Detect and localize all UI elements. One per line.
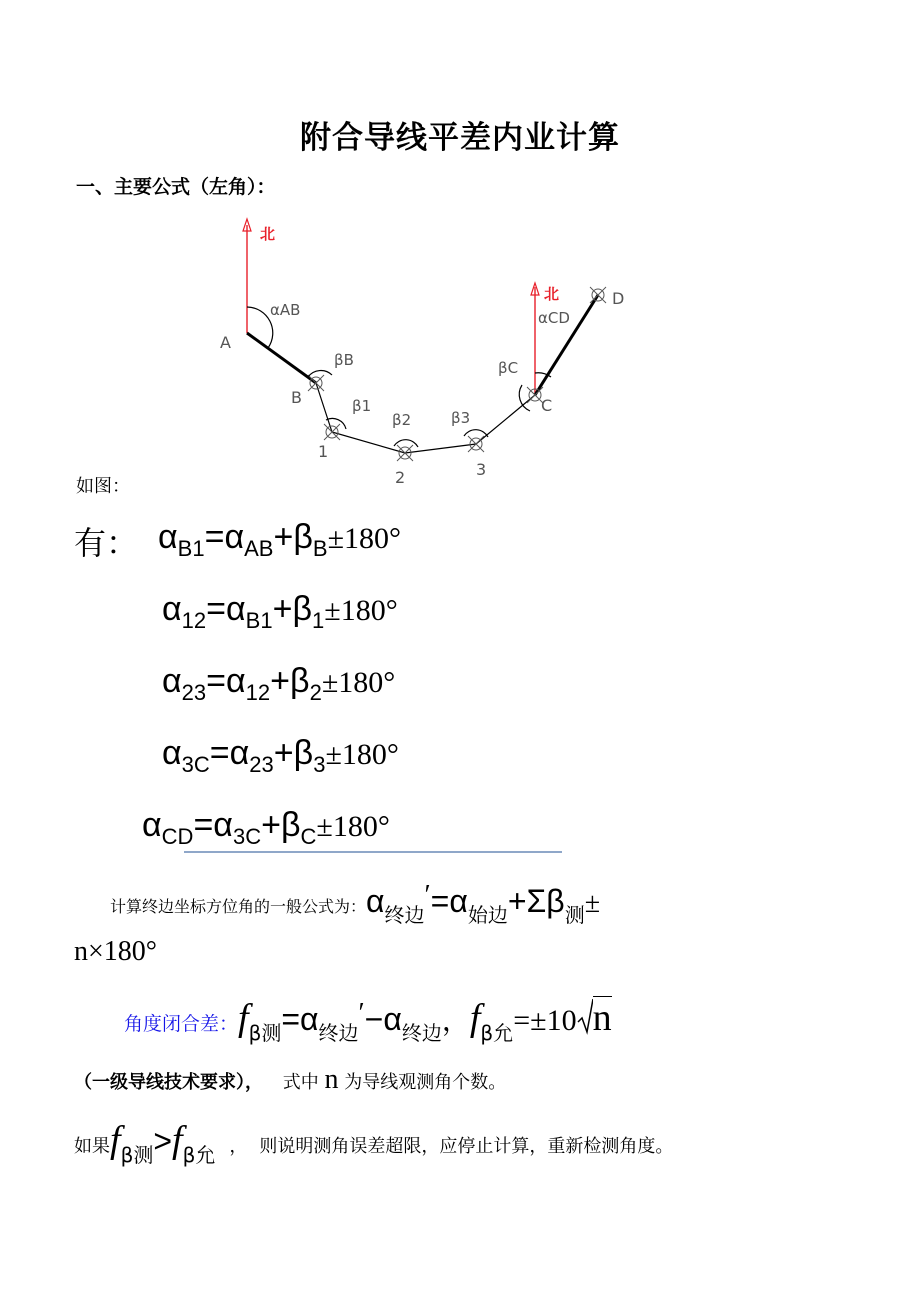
eq-symbol: α bbox=[226, 662, 246, 700]
north-label-a: 北 bbox=[260, 225, 276, 243]
comma: ， bbox=[229, 1136, 248, 1157]
sqrt-n bbox=[577, 996, 612, 1040]
eq-sign: = bbox=[206, 590, 226, 628]
equals-alpha: =α bbox=[430, 883, 468, 919]
eq-subscript: B1 bbox=[245, 608, 273, 633]
eq-symbol: β bbox=[293, 518, 313, 556]
equation-line bbox=[162, 662, 395, 706]
condition-prefix: 如果 bbox=[74, 1136, 110, 1157]
eq-symbol: β bbox=[280, 806, 301, 844]
section-heading: 一、主要公式（左角）： bbox=[76, 176, 276, 198]
closure-formula bbox=[124, 996, 612, 1046]
condition-line bbox=[74, 1118, 673, 1168]
angle-label-bb: βB bbox=[334, 351, 354, 369]
eq-tail: ±180° bbox=[324, 594, 398, 627]
end-side-label: 终边 bbox=[401, 1021, 442, 1045]
eq-symbol: β bbox=[290, 662, 310, 700]
beta-symbol: β bbox=[546, 883, 565, 919]
end-side-label: 终边 bbox=[318, 1021, 359, 1045]
eq-tail: ±180° bbox=[325, 738, 399, 771]
point-label-b: B bbox=[291, 388, 302, 407]
beta-allowed-label: β允 bbox=[480, 1021, 514, 1045]
eq-symbol: α bbox=[142, 806, 162, 844]
traverse-lines bbox=[316, 383, 535, 453]
f-symbol: f bbox=[172, 1119, 183, 1161]
minus-alpha: −α bbox=[364, 1001, 402, 1037]
eq-sign: = bbox=[193, 806, 214, 844]
angle-label-bc: βC bbox=[498, 359, 519, 377]
beta-measured-label: β测 bbox=[248, 1021, 282, 1045]
f-symbol: f bbox=[238, 997, 249, 1039]
north-label-c: 北 bbox=[544, 285, 560, 303]
f-symbol: f bbox=[110, 1119, 121, 1161]
eq-subscript: 3C bbox=[232, 824, 262, 849]
eq-sign: + bbox=[272, 590, 293, 628]
eq-sign: = bbox=[206, 662, 226, 700]
requirement-suffix: 为导线观测角个数。 bbox=[344, 1072, 507, 1093]
eq-sign: + bbox=[261, 806, 281, 844]
eq-sign: + bbox=[273, 518, 294, 556]
angle-label-aab: αAB bbox=[270, 301, 301, 319]
traverse-diagram bbox=[200, 215, 640, 490]
eq-sign: = bbox=[209, 734, 230, 772]
eq-subscript: 1 bbox=[312, 608, 325, 633]
eq-sign: = bbox=[204, 518, 225, 556]
eq-symbol: α bbox=[162, 662, 182, 700]
eq-symbol: α bbox=[158, 518, 178, 556]
equals-pm-ten: =±10 bbox=[513, 1004, 577, 1037]
eq-tail: ±180° bbox=[316, 810, 390, 843]
eq-tail: ±180° bbox=[321, 666, 396, 699]
equation-line bbox=[162, 734, 399, 778]
eq-symbol: α bbox=[229, 734, 250, 772]
eq-symbol: β bbox=[293, 734, 314, 772]
eq-sign: + bbox=[273, 734, 294, 772]
plus-sigma: +Σ bbox=[507, 883, 547, 919]
figure-caption: 如图： bbox=[76, 476, 130, 497]
eq-symbol: α bbox=[162, 734, 182, 772]
condition-text: 则说明测角误差超限，应停止计算，重新检测角度。 bbox=[259, 1136, 674, 1157]
eq-subscript: CD bbox=[161, 824, 194, 849]
requirement-text: （一级导线技术要求）， bbox=[74, 1072, 263, 1093]
general-formula-prefix: 计算终边坐标方位角的一般公式为： bbox=[110, 897, 367, 916]
measured-label: 测 bbox=[564, 903, 585, 927]
eq-subscript: C bbox=[300, 824, 317, 849]
plus-minus: ± bbox=[584, 888, 601, 919]
beta-measured-label: β测 bbox=[120, 1143, 154, 1167]
point-label-c: C bbox=[541, 396, 553, 415]
eq-subscript: AB bbox=[244, 536, 274, 561]
eq-sign: + bbox=[270, 662, 290, 700]
eq-symbol: α bbox=[226, 590, 246, 628]
eq-subscript: 3C bbox=[181, 752, 210, 777]
closure-label: 角度闭合差： bbox=[124, 1013, 239, 1035]
requirement-prefix: 式中 bbox=[282, 1072, 319, 1093]
eq-subscript: 23 bbox=[181, 680, 207, 705]
equations-intro: 有： bbox=[74, 524, 139, 562]
beta-allowed-label: β允 bbox=[182, 1143, 216, 1167]
point-label-2: 2 bbox=[395, 468, 406, 487]
prime-symbol: ′ bbox=[358, 998, 365, 1029]
start-side-label: 始边 bbox=[467, 903, 508, 927]
side-ab bbox=[247, 333, 316, 383]
eq-symbol: α bbox=[224, 518, 245, 556]
prime-symbol: ′ bbox=[424, 880, 431, 911]
n-symbol: n bbox=[592, 997, 612, 1039]
sqrt-icon bbox=[577, 998, 593, 1036]
end-side-label: 终边 bbox=[384, 903, 425, 927]
eq-symbol: α bbox=[162, 590, 182, 628]
underline-divider bbox=[184, 851, 562, 853]
point-label-1: 1 bbox=[318, 442, 329, 461]
point-label-3: 3 bbox=[476, 460, 487, 479]
general-formula bbox=[110, 880, 600, 928]
eq-subscript: 3 bbox=[313, 752, 326, 777]
n-symbol: n bbox=[324, 1064, 339, 1095]
eq-symbol: α bbox=[213, 806, 233, 844]
eq-subscript: 12 bbox=[245, 680, 271, 705]
eq-symbol: β bbox=[292, 590, 312, 628]
eq-subscript: B1 bbox=[177, 536, 205, 561]
angle-label-b2: β2 bbox=[392, 411, 412, 429]
alpha-symbol: α bbox=[366, 883, 385, 919]
point-label-d: D bbox=[612, 289, 625, 308]
equals-alpha: =α bbox=[281, 1001, 319, 1037]
point-label-a: A bbox=[220, 333, 231, 352]
equation-line bbox=[158, 518, 401, 562]
general-formula-continuation: n×180° bbox=[74, 936, 157, 967]
f-symbol: f bbox=[469, 997, 481, 1039]
angle-label-b1: β1 bbox=[352, 397, 372, 415]
greater-than: > bbox=[153, 1123, 173, 1159]
comma: ， bbox=[441, 1006, 470, 1037]
eq-tail: ±180° bbox=[327, 522, 402, 555]
eq-subscript: 2 bbox=[309, 680, 322, 705]
angle-label-acd: αCD bbox=[538, 309, 570, 327]
angle-label-b3: β3 bbox=[451, 409, 471, 427]
eq-subscript: 23 bbox=[249, 752, 274, 777]
requirement-line bbox=[74, 1064, 506, 1096]
equation-line bbox=[142, 806, 390, 850]
eq-subscript: B bbox=[312, 536, 328, 561]
page-title: 附合导线平差内业计算 bbox=[300, 120, 620, 156]
eq-subscript: 12 bbox=[181, 608, 207, 633]
equation-line bbox=[162, 590, 398, 634]
